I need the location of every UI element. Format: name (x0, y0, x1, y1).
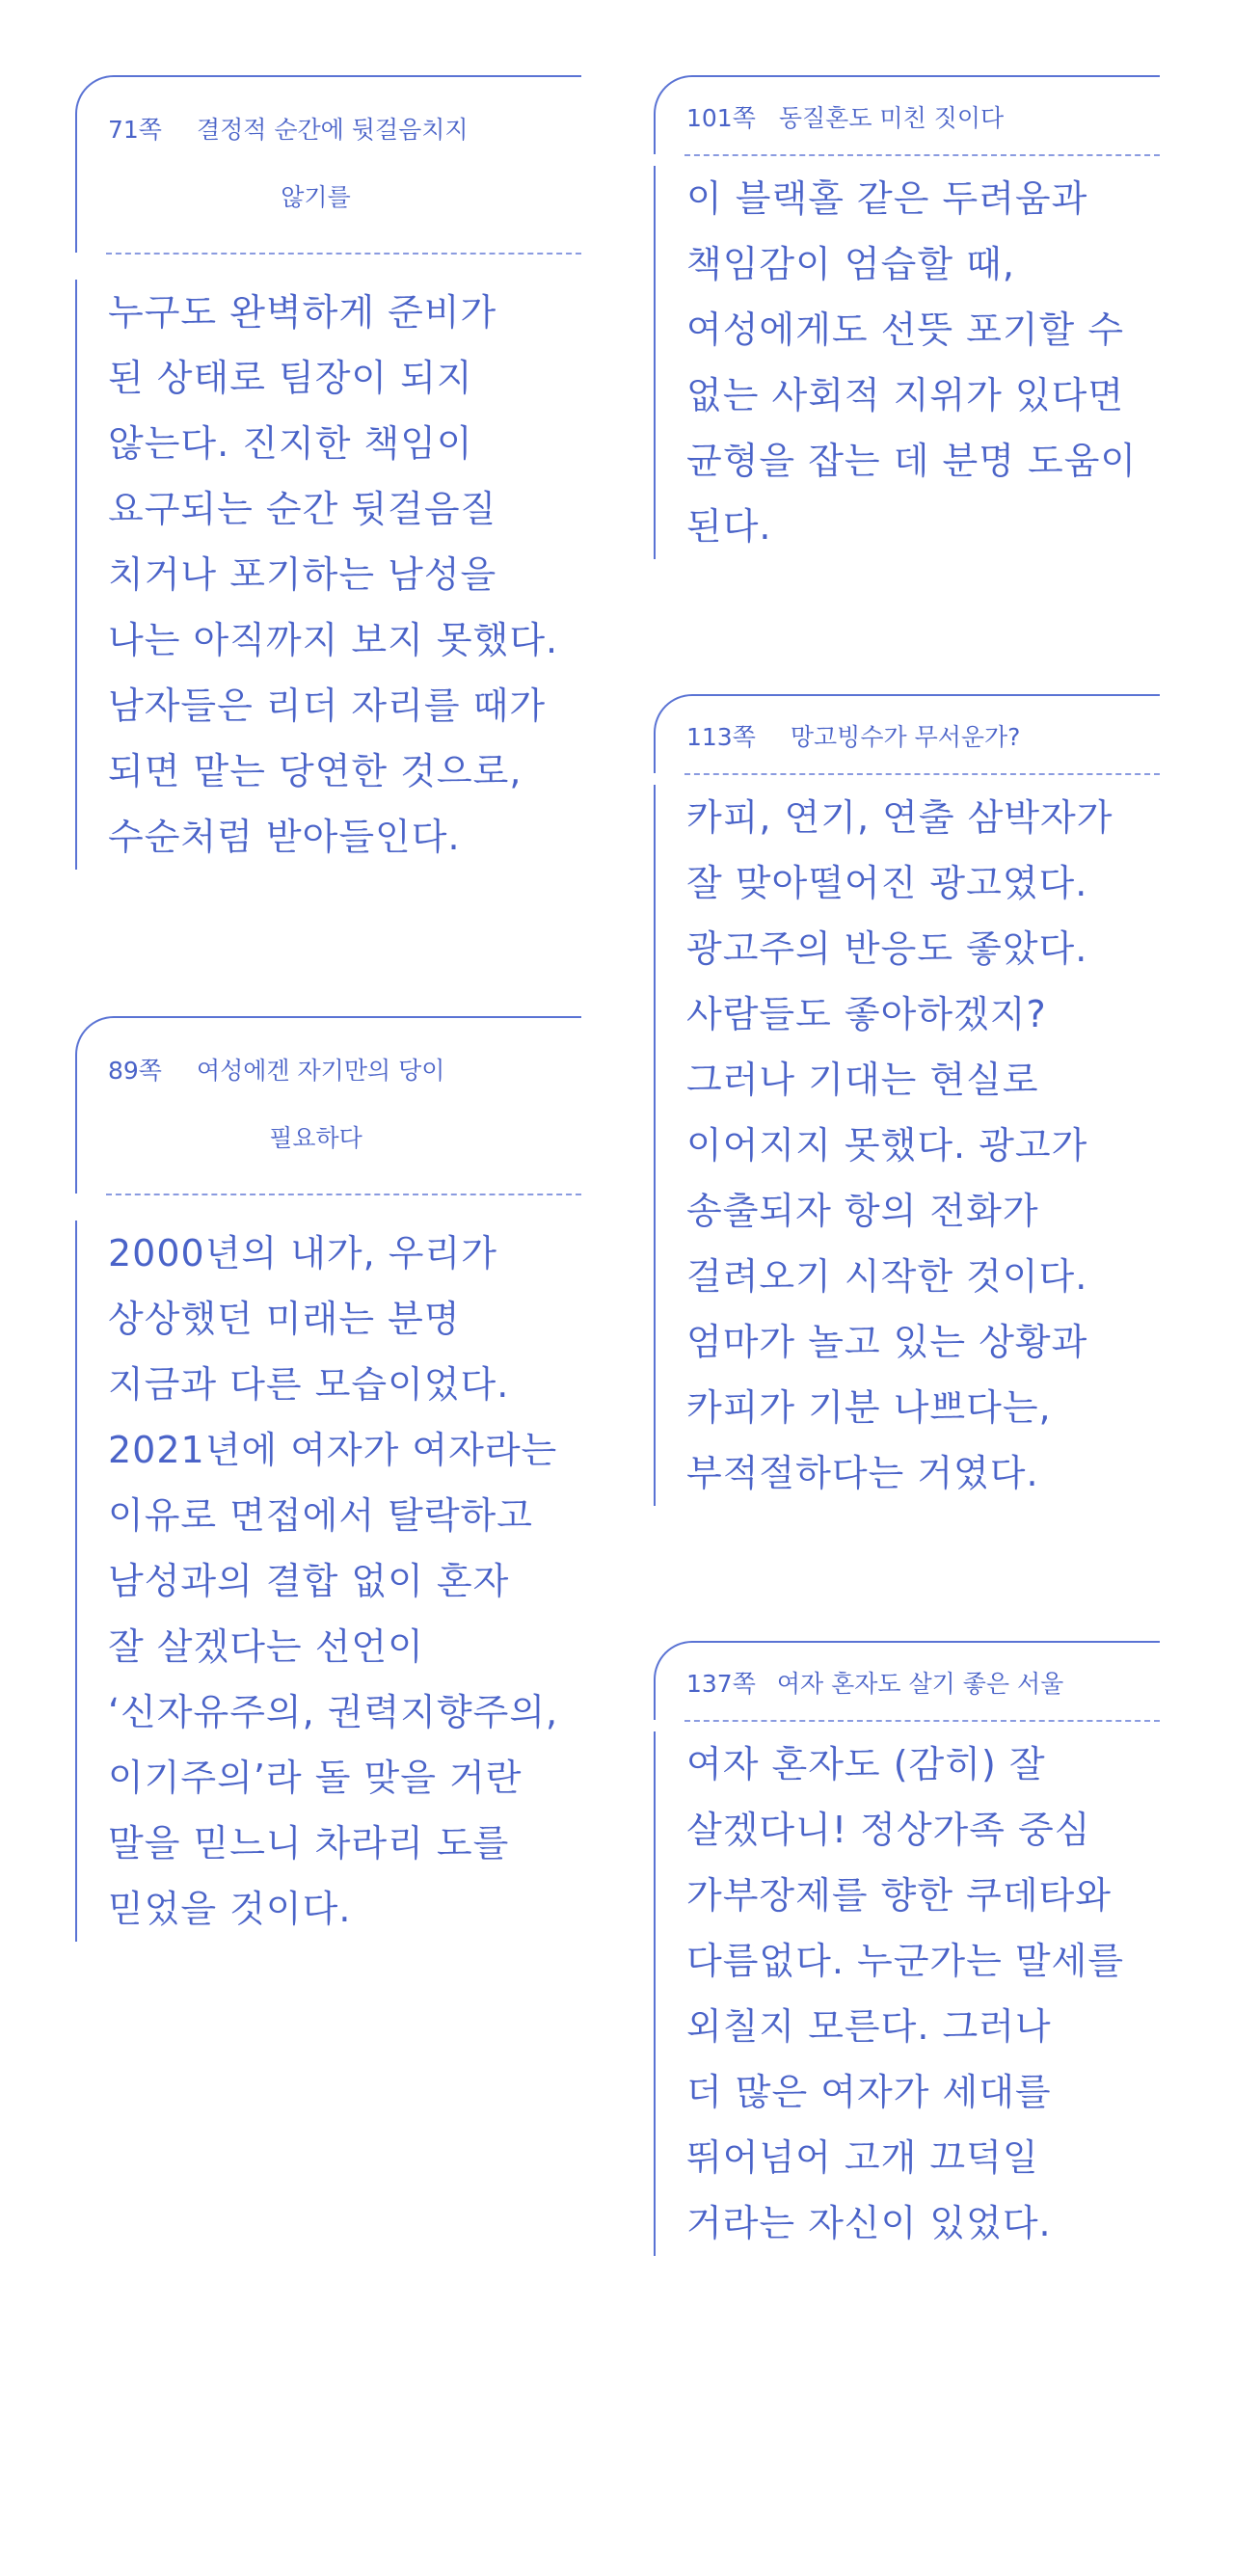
quote-card-137 (654, 1641, 1160, 2256)
quote-line: 그러나 기대는 현실로 (686, 1059, 1039, 1101)
card-header (654, 1641, 1160, 1720)
quote-line: 믿었을 것이다. (108, 1888, 352, 1930)
dashed-divider (106, 1194, 581, 1195)
left-column (75, 75, 581, 2088)
quote-body (654, 1731, 1160, 2256)
quote-line: 광고주의 반응도 좋았다. (686, 927, 1088, 970)
quote-line: 지금과 다른 모습이었다. (108, 1363, 510, 1406)
quote-line: 잘 살겠다는 선언이 (108, 1625, 424, 1668)
card-header (75, 75, 581, 253)
quote-line: 된다. (686, 505, 772, 548)
quote-line: 나는 아직까지 보지 못했다. (108, 619, 559, 661)
chapter-title (777, 1660, 1140, 1708)
quote-body (75, 280, 581, 870)
quote-line: 누구도 완벽하게 준비가 (108, 291, 497, 334)
quote-line: 가부장제를 향한 쿠데타와 (686, 1874, 1112, 1917)
quote-line: 없는 사회적 지위가 있다면 (686, 374, 1125, 416)
chapter-title (791, 713, 1140, 762)
page-number: 71쪽 (108, 116, 162, 144)
quote-line: 이기주의’라 돌 맞을 거란 (108, 1757, 523, 1799)
page-number: 101쪽 (686, 104, 756, 132)
quote-line: 된 상태로 팀장이 되지 (108, 357, 473, 399)
quote-line: 사람들도 좋아하겠지? (686, 993, 1047, 1035)
quote-line: 뛰어넘어 고개 끄덕일 (686, 2136, 1039, 2179)
quote-line: 2000년의 내가, 우리가 (108, 1232, 497, 1275)
chapter-title-continuation (108, 1105, 562, 1172)
quote-line: 이유로 면접에서 탈락하고 (108, 1494, 533, 1537)
quote-line: 이 블랙홀 같은 두려움과 (686, 177, 1088, 220)
quote-line: 걸려오기 시작한 것이다. (686, 1255, 1088, 1298)
quote-line: 않는다. 진지한 책임이 (108, 422, 473, 465)
chapter-title (197, 1037, 562, 1105)
quote-line: ‘신자유주의, 권력지향주의, (108, 1691, 559, 1733)
quote-line: 부적절하다는 거였다. (686, 1452, 1039, 1494)
card-header (654, 75, 1160, 154)
card-header (75, 1016, 581, 1194)
quote-card-101 (654, 75, 1160, 559)
quote-line: 치거나 포기하는 남성을 (108, 553, 497, 596)
quote-line: 말을 믿느니 차라리 도를 (108, 1822, 510, 1865)
chapter-title-line: 결정적 순간에 뒷걸음치지 (196, 116, 469, 144)
card-header (654, 694, 1160, 773)
quote-line: 되면 맡는 당연한 것으로, (108, 750, 523, 792)
quote-line: 2021년에 여자가 여자라는 (108, 1429, 558, 1471)
quote-body (654, 166, 1160, 559)
quote-line: 균형을 잡는 데 분명 도움이 (686, 440, 1138, 482)
quote-line: 수순처럼 받아들인다. (108, 816, 461, 858)
quote-line: 거라는 자신이 있었다. (686, 2202, 1052, 2244)
quote-card-71 (75, 75, 581, 870)
card-header-row (108, 1037, 562, 1105)
dashed-divider (684, 773, 1160, 775)
quote-body (654, 785, 1160, 1506)
dashed-divider (684, 154, 1160, 156)
chapter-title (197, 96, 562, 164)
chapter-title-line: 않기를 (281, 183, 351, 211)
card-header-row (686, 713, 1140, 762)
quote-line: 외칠지 모른다. 그러나 (686, 2005, 1052, 2048)
quote-line: 이어지지 못했다. 광고가 (686, 1124, 1088, 1167)
quote-line: 남자들은 리더 자리를 때가 (108, 684, 547, 727)
quote-line: 카피가 기분 나쁘다는, (686, 1386, 1052, 1429)
quote-line: 여성에게도 선뜻 포기할 수 (686, 309, 1125, 351)
chapter-title-continuation (108, 164, 562, 231)
card-header-row (108, 96, 562, 164)
quote-line: 송출되자 항의 전화가 (686, 1190, 1039, 1232)
page-number: 113쪽 (686, 723, 756, 751)
quote-line: 더 많은 여자가 세대를 (686, 2071, 1052, 2113)
quote-line: 엄마가 놀고 있는 상황과 (686, 1321, 1088, 1363)
quote-line: 요구되는 순간 뒷걸음질 (108, 488, 497, 530)
chapter-title-line: 망고빙수가 무서운가? (790, 723, 1021, 751)
right-column (654, 75, 1160, 2402)
dashed-divider (106, 253, 581, 255)
page-number: 137쪽 (686, 1670, 756, 1698)
chapter-title-line: 필요하다 (269, 1124, 362, 1152)
quote-card-113 (654, 694, 1160, 1506)
quote-line: 살겠다니! 정상가족 중심 (686, 1809, 1091, 1851)
quote-body (75, 1221, 581, 1942)
quote-line: 남성과의 결합 없이 혼자 (108, 1560, 510, 1602)
quote-line: 여자 혼자도 (감히) 잘 (686, 1743, 1046, 1785)
page-number: 89쪽 (108, 1057, 162, 1085)
quote-card-89 (75, 1016, 581, 1942)
chapter-title-line: 여자 혼자도 살기 좋은 서울 (776, 1670, 1064, 1698)
card-header-row (686, 94, 1140, 143)
chapter-title-line: 여성에겐 자기만의 당이 (196, 1057, 445, 1085)
quote-line: 다름없다. 누군가는 말세를 (686, 1940, 1125, 1982)
dashed-divider (684, 1720, 1160, 1722)
quote-line: 카피, 연기, 연출 삼박자가 (686, 796, 1113, 839)
quote-line: 잘 맞아떨어진 광고였다. (686, 862, 1088, 904)
quote-line: 상상했던 미래는 분명 (108, 1298, 461, 1340)
chapter-title (779, 94, 1140, 143)
quote-line: 책임감이 엄습할 때, (686, 243, 1015, 285)
card-header-row (686, 1660, 1140, 1708)
chapter-title-line: 동질혼도 미친 짓이다 (778, 104, 1005, 132)
